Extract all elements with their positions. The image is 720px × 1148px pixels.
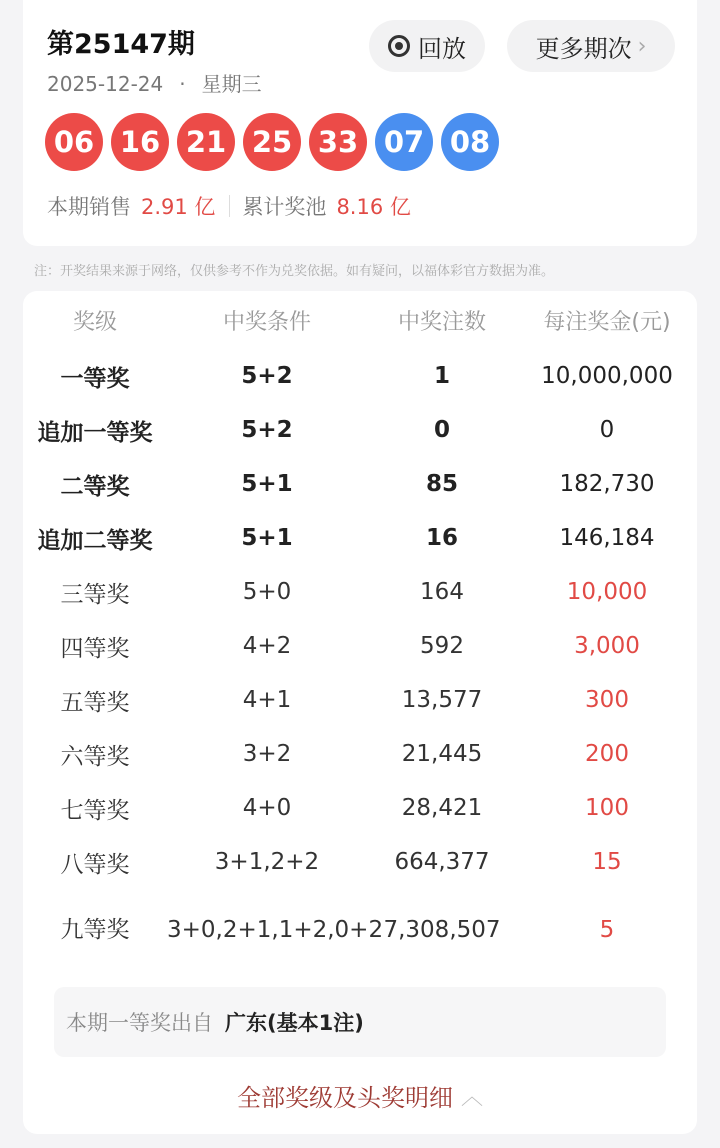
more-issues-button[interactable] xyxy=(507,20,675,72)
prize-condition: 4+0 xyxy=(242,795,292,821)
header-condition: 中奖条件 xyxy=(222,309,311,335)
prize-level: 七等奖 xyxy=(60,797,130,824)
replay-label: 回放 xyxy=(418,34,466,63)
prize-amount: 3,000 xyxy=(574,633,640,659)
more-issues-label: 更多期次 xyxy=(535,34,632,63)
prize-level: 追加一等奖 xyxy=(37,419,153,446)
winner-count: 664,377 xyxy=(394,849,490,875)
prize-level: 九等奖 xyxy=(60,917,130,943)
replay-button[interactable] xyxy=(369,20,485,72)
winner-count: 21,445 xyxy=(401,741,483,767)
header-level: 奖级 xyxy=(72,309,117,335)
front-ball: 16 xyxy=(111,113,169,171)
prize-amount: 10,000 xyxy=(566,579,648,605)
prize-level: 一等奖 xyxy=(60,365,130,392)
table-row xyxy=(23,457,697,511)
first-prize-origin-label: 本期一等奖出自 xyxy=(66,1011,213,1035)
prize-condition: 5+1 xyxy=(241,471,293,497)
prize-condition: 4+2 xyxy=(242,633,292,659)
header-count: 中奖注数 xyxy=(397,309,486,335)
front-ball: 06 xyxy=(45,113,103,171)
prize-amount: 146,184 xyxy=(559,525,655,551)
prize-condition: 5+2 xyxy=(241,363,293,389)
front-ball: 25 xyxy=(243,113,301,171)
winner-count: 0 xyxy=(433,417,450,443)
winner-count: 164 xyxy=(420,579,464,605)
prize-level: 三等奖 xyxy=(60,581,130,608)
table-row xyxy=(23,565,697,619)
sales-label: 本期销售 xyxy=(47,195,131,219)
back-ball: 07 xyxy=(375,113,433,171)
table-row xyxy=(23,727,697,781)
all-prize-details-label: 全部奖级及头奖明细 xyxy=(236,1083,453,1112)
prize-amount: 10,000,000 xyxy=(541,363,673,389)
prize-amount: 0 xyxy=(599,417,615,443)
winner-count: 16 xyxy=(425,525,458,551)
table-row xyxy=(23,673,697,727)
draw-weekday: 星期三 xyxy=(201,72,262,96)
prize-condition: 3+0,2+1,1+2,0+2 xyxy=(167,917,384,943)
winner-count: 85 xyxy=(425,471,458,497)
prize-amount: 200 xyxy=(585,741,629,767)
prize-level: 八等奖 xyxy=(60,851,130,878)
prize-condition: 3+1,2+2 xyxy=(214,849,320,875)
header-prize: 每注奖金(元) xyxy=(543,309,671,335)
winner-count: 13,577 xyxy=(401,687,483,713)
back-ball: 08 xyxy=(441,113,499,171)
prize-table xyxy=(23,291,697,971)
prize-amount: 5 xyxy=(599,917,615,943)
pool-value: 8.16 亿 xyxy=(336,195,411,219)
table-row xyxy=(23,403,697,457)
table-row xyxy=(23,889,697,971)
prize-condition: 3+2 xyxy=(242,741,292,767)
draw-summary-card xyxy=(23,0,697,246)
sales-info xyxy=(47,191,425,221)
front-ball: 21 xyxy=(177,113,235,171)
prize-table-card xyxy=(23,291,697,1134)
prize-level: 六等奖 xyxy=(60,743,130,770)
prize-amount: 15 xyxy=(592,849,622,875)
table-row xyxy=(23,781,697,835)
date-separator: · xyxy=(179,72,186,96)
prize-condition: 5+1 xyxy=(241,525,293,551)
table-row xyxy=(23,511,697,565)
replay-icon xyxy=(388,35,410,57)
prize-level: 五等奖 xyxy=(60,689,130,716)
prize-condition: 5+2 xyxy=(241,417,293,443)
winner-count: 592 xyxy=(420,633,464,659)
draw-date-line xyxy=(47,68,262,97)
front-ball: 33 xyxy=(309,113,367,171)
prize-level: 四等奖 xyxy=(60,635,130,662)
prize-amount: 100 xyxy=(585,795,629,821)
prize-condition: 5+0 xyxy=(242,579,292,605)
prize-amount: 182,730 xyxy=(559,471,655,497)
table-row xyxy=(23,619,697,673)
first-prize-origin xyxy=(54,987,666,1057)
table-header-row xyxy=(23,291,697,349)
issue-title: 第25147期 xyxy=(47,29,195,60)
winner-count: 28,421 xyxy=(401,795,483,821)
prize-level: 追加二等奖 xyxy=(37,527,153,554)
winner-count: 7,308,507 xyxy=(383,917,501,943)
disclaimer-note: 注：开奖结果来源于网络，仅供参考不作为兑奖依据。如有疑问，以福体彩官方数据为准。 xyxy=(34,264,555,279)
winner-count: 1 xyxy=(433,363,450,389)
table-row xyxy=(23,349,697,403)
all-prize-details-toggle[interactable] xyxy=(23,1075,697,1115)
prize-level: 二等奖 xyxy=(60,473,130,500)
prize-amount: 300 xyxy=(585,687,629,713)
sales-divider xyxy=(229,195,230,217)
winning-numbers xyxy=(45,113,507,171)
sales-value: 2.91 亿 xyxy=(141,195,216,219)
pool-label: 累计奖池 xyxy=(242,195,327,219)
table-row xyxy=(23,835,697,889)
draw-date: 2025-12-24 xyxy=(47,72,164,96)
first-prize-origin-location: 广东(基本1注) xyxy=(225,1011,364,1035)
chevron-right-icon: › xyxy=(637,33,647,59)
prize-condition: 4+1 xyxy=(242,687,292,713)
chevron-up-icon: ︿ xyxy=(460,1084,483,1110)
